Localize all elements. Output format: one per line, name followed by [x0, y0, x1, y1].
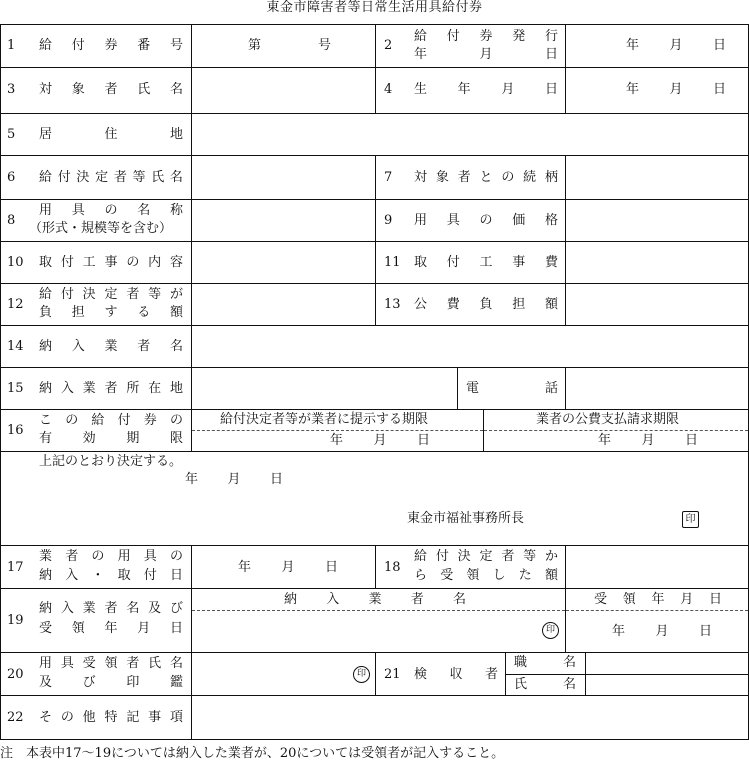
billing-deadline-header: 業者の公費支払請求期限	[536, 412, 680, 427]
decision-block	[1, 451, 748, 545]
birth-date-field[interactable]	[565, 67, 748, 113]
row19-number: 19	[7, 613, 24, 628]
equipment-price-field[interactable]	[565, 199, 748, 241]
row1-number: 1	[7, 38, 16, 53]
row13-label-cell	[375, 283, 565, 325]
row11-label-cell	[375, 241, 565, 283]
row5-label-cell	[1, 113, 191, 155]
row21-label: 検 収 者	[414, 667, 498, 682]
billing-deadline-date: 年 月 日	[598, 433, 698, 448]
row11-number: 11	[384, 255, 401, 270]
inspector-title-label: 職 名	[514, 655, 576, 670]
row14-label: 納 入 業 者 名	[39, 339, 183, 354]
footnote: 注 本表中17～19については納入した業者が、20については受領者が記入すること。	[0, 746, 505, 761]
presentation-deadline-field[interactable]	[191, 409, 483, 451]
row5-label: 居 住 地	[39, 127, 183, 142]
row19-label-line1: 納 入 業 者 名 及 び	[39, 601, 183, 616]
row7-number: 7	[384, 170, 393, 185]
presentation-deadline-header: 給付決定者等が業者に提示する期限	[220, 412, 429, 427]
row3-label: 対 象 者 氏 名	[39, 82, 183, 97]
installation-cost-field[interactable]	[565, 241, 748, 283]
row8-label-line1: 用 具 の 名 称	[39, 203, 183, 218]
issue-date-placeholder: 年 月 日	[626, 38, 726, 53]
row7-label-cell	[375, 155, 565, 199]
row10-label: 取 付 工 事 の 内 容	[39, 255, 183, 270]
address-field[interactable]	[191, 113, 748, 155]
row14-number: 14	[7, 339, 24, 354]
dashed-divider	[484, 430, 748, 431]
row18-label-line1: 給 付 決 定 者 等 か	[414, 549, 558, 564]
row8-label-line2: （形式・規模等を含む）	[29, 221, 173, 236]
row2-number: 2	[384, 38, 393, 53]
voucher-form-table	[0, 24, 749, 740]
row8-label-cell	[1, 199, 191, 241]
row20-number: 20	[7, 667, 24, 682]
row22-label: そ の 他 特 記 事 項	[39, 710, 183, 725]
row8-number: 8	[7, 213, 16, 228]
receipt-date-placeholder: 年 月 日	[612, 624, 712, 639]
phone-label-cell	[457, 367, 565, 409]
row16-label-line1: こ の 給 付 券 の	[39, 413, 183, 428]
inspector-title-label-cell	[505, 652, 585, 674]
installation-work-field[interactable]	[191, 241, 375, 283]
row6-label: 給 付 決 定 者 等 氏 名	[39, 170, 183, 185]
row21-label-cell	[375, 652, 505, 695]
row9-label: 用 具 の 価 格	[414, 213, 558, 228]
billing-deadline-field[interactable]	[483, 409, 748, 451]
official-seal-mark: 印	[682, 511, 699, 528]
supplier-signature-field[interactable]	[191, 588, 565, 652]
row2-label-line1: 給 付 券 発 行	[414, 29, 558, 44]
row12-number: 12	[7, 297, 24, 312]
row15-label: 納 入 業 者 所 在 地	[39, 381, 183, 396]
issue-date-field[interactable]	[565, 25, 748, 67]
row15-number: 15	[7, 381, 24, 396]
row4-label-cell	[375, 67, 565, 113]
inspector-name-label-cell	[505, 674, 585, 695]
row12-label-line2: 負 担 す る 額	[39, 305, 183, 320]
row6-number: 6	[7, 170, 16, 185]
birth-date-placeholder: 年 月 日	[626, 82, 726, 97]
self-pay-amount-field[interactable]	[191, 283, 375, 325]
row17-label-line1: 業 者 の 用 具 の	[39, 549, 183, 564]
row14-label-cell	[1, 325, 191, 367]
voucher-number-suffix: 号	[318, 38, 332, 53]
row19-label-line2: 受 領 年 月 日	[39, 621, 183, 636]
row10-label-cell	[1, 241, 191, 283]
row4-number: 4	[384, 82, 393, 97]
row2-label-cell	[375, 25, 565, 67]
phone-label: 電 話	[466, 381, 558, 396]
delivery-date-field[interactable]	[191, 545, 375, 588]
row12-label-cell	[1, 283, 191, 325]
inspector-name-field[interactable]	[585, 674, 748, 695]
inspector-name-label: 氏 名	[514, 677, 576, 692]
row18-number: 18	[384, 560, 401, 575]
decided-person-name-field[interactable]	[191, 155, 375, 199]
decision-statement: 上記のとおり決定する。	[39, 454, 183, 469]
row11-label: 取 付 工 事 費	[414, 255, 558, 270]
row21-number: 21	[384, 667, 401, 682]
row17-number: 17	[7, 560, 24, 575]
receipt-date-field[interactable]	[565, 588, 748, 652]
supplier-name-field[interactable]	[191, 325, 748, 367]
special-notes-field[interactable]	[191, 695, 748, 739]
office-head-title: 東金市福祉事務所長	[407, 511, 525, 526]
row18-label-line2: ら 受 領 し た 額	[414, 568, 558, 583]
recipient-name-field[interactable]	[191, 67, 375, 113]
public-pay-amount-field[interactable]	[565, 283, 748, 325]
relationship-field[interactable]	[565, 155, 748, 199]
row17-label-cell	[1, 545, 191, 588]
dashed-divider	[566, 610, 748, 611]
row18-label-cell	[375, 545, 565, 588]
phone-number-field[interactable]	[565, 367, 748, 409]
row19-label-cell	[1, 588, 191, 652]
row15-label-cell	[1, 367, 191, 409]
row6-label-cell	[1, 155, 191, 199]
row20-label-line1: 用 具 受 領 者 氏 名	[39, 656, 183, 671]
decision-date: 年 月 日	[185, 472, 283, 487]
supplier-seal-mark: 印	[542, 622, 559, 639]
row13-number: 13	[384, 297, 401, 312]
receiver-seal-mark: 印	[353, 666, 370, 683]
row2-label-line2: 年 月 日	[414, 47, 558, 62]
row9-number: 9	[384, 213, 393, 228]
inspector-title-field[interactable]	[585, 652, 748, 674]
equipment-name-field[interactable]	[191, 199, 375, 241]
row20-label-cell	[1, 652, 191, 695]
dashed-divider	[192, 430, 483, 431]
voucher-number-prefix: 第	[248, 38, 262, 53]
receiver-name-seal-field[interactable]	[191, 652, 375, 695]
receipt-date-header: 受 領 年 月 日	[594, 592, 722, 607]
row10-number: 10	[7, 255, 24, 270]
row1-label: 給 付 券 番 号	[39, 38, 183, 53]
row16-label-line2: 有 効 期 限	[39, 431, 183, 446]
row22-number: 22	[7, 710, 24, 725]
supplier-address-field[interactable]	[191, 367, 457, 409]
row12-label-line1: 給 付 決 定 者 等 が	[39, 287, 183, 302]
form-title: 東金市障害者等日常生活用具給付券	[266, 0, 483, 15]
row9-label-cell	[375, 199, 565, 241]
voucher-number-field[interactable]	[191, 25, 375, 67]
supplier-signature-header: 納 入 業 者 名	[284, 592, 466, 607]
delivery-date-placeholder: 年 月 日	[238, 560, 338, 575]
row3-number: 3	[7, 82, 16, 97]
row1-label-cell	[1, 25, 191, 67]
row16-number: 16	[7, 423, 24, 438]
row22-label-cell	[1, 695, 191, 739]
received-amount-field[interactable]	[565, 545, 748, 588]
row20-label-line2: 及 び 印 鑑	[39, 675, 183, 690]
row3-label-cell	[1, 67, 191, 113]
row5-number: 5	[7, 127, 16, 142]
presentation-deadline-date: 年 月 日	[330, 433, 430, 448]
row4-label: 生 年 月 日	[414, 82, 558, 97]
row13-label: 公 費 負 担 額	[414, 297, 558, 312]
row16-label-cell	[1, 409, 191, 451]
row17-label-line2: 納 入 ・ 取 付 日	[39, 568, 183, 583]
dashed-divider	[192, 610, 565, 611]
row7-label: 対 象 者 と の 続 柄	[414, 170, 558, 185]
